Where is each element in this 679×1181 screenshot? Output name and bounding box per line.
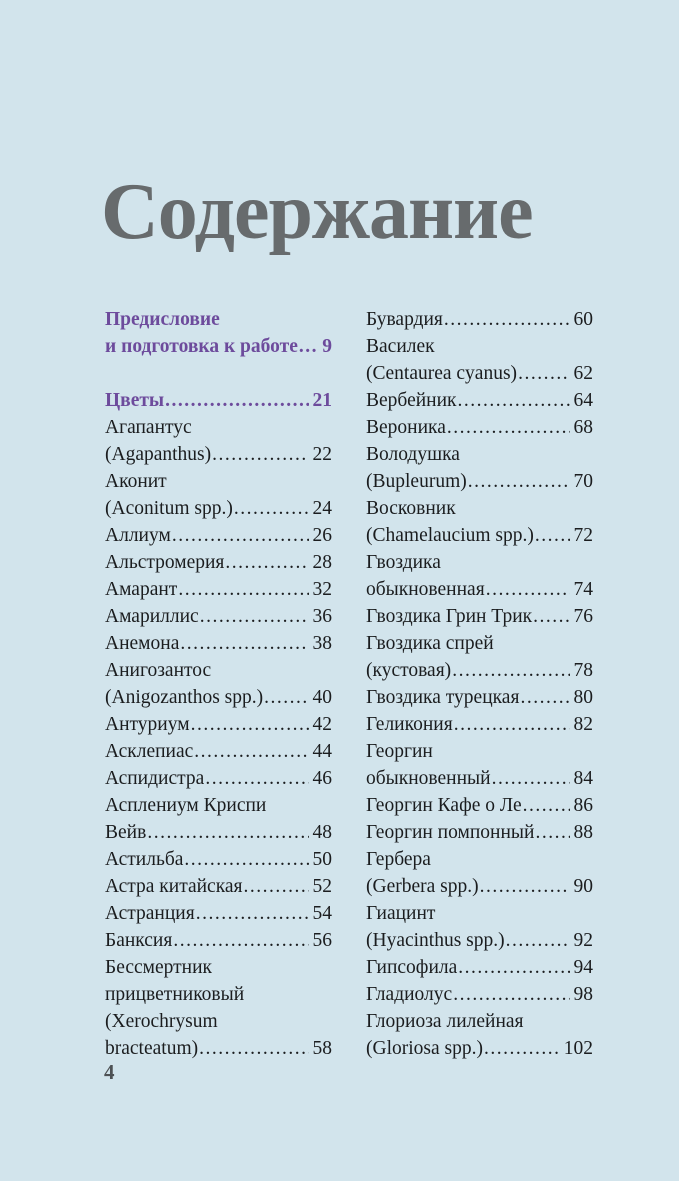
toc-entry — [105, 1035, 332, 1062]
toc-entry — [105, 468, 332, 495]
toc-entry-label: Цветы — [105, 390, 165, 411]
toc-entry-page: 28 — [312, 552, 332, 573]
toc-entry-label: Георгин — [366, 741, 433, 762]
dot-leader — [444, 306, 570, 333]
toc-entry — [366, 981, 593, 1008]
toc-entry-page: 36 — [312, 606, 332, 627]
toc-entry — [105, 549, 332, 576]
dot-leader — [184, 846, 308, 873]
toc-spacer-row — [105, 360, 332, 387]
toc-entry-label: Амарант — [105, 579, 178, 600]
toc-entry-page: 9 — [322, 336, 332, 357]
toc-entry-label: (Chamelaucium spp.) — [366, 525, 534, 546]
toc-entry-label: Асклепиас — [105, 741, 194, 762]
dot-leader — [147, 819, 308, 846]
toc-entry-page: 78 — [573, 660, 593, 681]
dot-leader — [299, 333, 318, 360]
toc-entry-label: Гербера — [366, 849, 431, 870]
toc-entry — [366, 765, 593, 792]
dot-leader — [196, 900, 309, 927]
dot-leader — [518, 360, 569, 387]
toc-entry-page: 80 — [573, 687, 593, 708]
toc-entry-label: прицветниковый — [105, 984, 245, 1005]
toc-entry-page: 42 — [312, 714, 332, 735]
toc-entry — [105, 306, 332, 333]
dot-leader — [172, 522, 309, 549]
toc-entry — [366, 549, 593, 576]
toc-entry — [105, 738, 332, 765]
toc-entry-page: 92 — [573, 930, 593, 951]
toc-entry — [366, 684, 593, 711]
toc-entry-label: Антуриум — [105, 714, 190, 735]
toc-entry — [366, 1035, 593, 1062]
toc-entry-label: Вербейник — [366, 390, 457, 411]
toc-entry — [366, 711, 593, 738]
toc-entry-page: 82 — [573, 714, 593, 735]
toc-entry-label: Георгин Кафе о Ле — [366, 795, 522, 816]
toc-entry-label: Гипсофила — [366, 957, 458, 978]
toc-entry — [105, 333, 332, 360]
toc-entry-label: Амариллис — [105, 606, 199, 627]
toc-entry-page: 52 — [312, 876, 332, 897]
toc-entry — [366, 495, 593, 522]
toc-entry-label: Альстромерия — [105, 552, 225, 573]
toc-entry — [366, 819, 593, 846]
toc-entry-label: Гладиолус — [366, 984, 453, 1005]
toc-entry-page: 62 — [573, 363, 593, 384]
toc-entry-label: Асплениум Криспи — [105, 795, 267, 816]
toc-entry — [105, 495, 332, 522]
toc-entry-page: 90 — [573, 876, 593, 897]
toc-entry-page: 50 — [312, 849, 332, 870]
toc-entry — [105, 981, 332, 1008]
toc-right-column — [366, 306, 593, 1062]
toc-entry — [366, 360, 593, 387]
toc-entry — [105, 927, 332, 954]
dot-leader — [506, 927, 570, 954]
dot-leader — [452, 657, 569, 684]
toc-entry-label: Предисловие — [105, 309, 220, 330]
toc-entry-label: Василек — [366, 336, 435, 357]
toc-entry-label: Агапантус — [105, 417, 192, 438]
toc-entry — [366, 441, 593, 468]
toc-entry-label: (Bupleurum) — [366, 471, 467, 492]
toc-entry-label: Анигозантос — [105, 660, 212, 681]
toc-entry — [366, 954, 593, 981]
toc-entry — [366, 468, 593, 495]
dot-leader — [454, 711, 570, 738]
toc-entry-label: обыкновенный — [366, 768, 491, 789]
toc-entry-label: Астранция — [105, 903, 195, 924]
toc-entry — [105, 954, 332, 981]
toc-entry — [366, 846, 593, 873]
toc-entry-label: Володушка — [366, 444, 460, 465]
toc-entry — [366, 333, 593, 360]
toc-entry-page: 98 — [573, 984, 593, 1005]
toc-entry-label: (Gloriosa spp.) — [366, 1038, 483, 1059]
toc-entry-page: 26 — [312, 525, 332, 546]
toc-entry — [366, 630, 593, 657]
toc-entry-page: 70 — [573, 471, 593, 492]
toc-entry — [366, 387, 593, 414]
toc-entry-label: Астильба — [105, 849, 184, 870]
toc-entry-page: 24 — [312, 498, 332, 519]
dot-leader — [264, 684, 308, 711]
dot-leader — [200, 603, 309, 630]
toc-entry-label: Гвоздика спрей — [366, 633, 494, 654]
toc-entry — [105, 576, 332, 603]
toc-entry-page: 72 — [573, 525, 593, 546]
dot-leader — [484, 1035, 560, 1062]
toc-entry-page: 46 — [312, 768, 332, 789]
toc-entry-page: 88 — [573, 822, 593, 843]
toc-entry-label: (Centaurea cyanus) — [366, 363, 518, 384]
toc-left-column — [105, 306, 332, 1062]
dot-leader — [535, 522, 570, 549]
dot-leader — [205, 765, 308, 792]
toc-entry-page: 48 — [312, 822, 332, 843]
toc-entry — [366, 792, 593, 819]
dot-leader — [212, 441, 308, 468]
toc-entry — [366, 873, 593, 900]
toc-entry-page: 64 — [573, 390, 593, 411]
toc-entry — [366, 306, 593, 333]
dot-leader — [523, 792, 570, 819]
toc-entry-label: Георгин помпонный — [366, 822, 535, 843]
dot-leader — [173, 927, 308, 954]
toc-entry — [105, 603, 332, 630]
toc-entry-label: обыкновенная — [366, 579, 485, 600]
toc-entry-page: 74 — [573, 579, 593, 600]
dot-leader — [458, 387, 570, 414]
toc-entry-label: Бувардия — [366, 309, 443, 330]
toc-entry-label: Аллиум — [105, 525, 171, 546]
toc-entry — [366, 657, 593, 684]
dot-leader — [486, 576, 570, 603]
dot-leader — [225, 549, 308, 576]
toc-entry — [105, 792, 332, 819]
toc-entry-page: 44 — [312, 741, 332, 762]
toc-entry-page: 54 — [312, 903, 332, 924]
toc-entry-page: 94 — [573, 957, 593, 978]
toc-entry — [366, 1008, 593, 1035]
toc-entry — [105, 765, 332, 792]
dot-leader — [447, 414, 570, 441]
toc-entry-label: Гвоздика Грин Трик — [366, 606, 533, 627]
toc-entry-label: Анемона — [105, 633, 180, 654]
toc-entry — [105, 873, 332, 900]
toc-entry-label: Гвоздика турецкая — [366, 687, 520, 708]
dot-leader — [194, 738, 308, 765]
dot-leader — [180, 630, 308, 657]
toc-entry-page: 38 — [312, 633, 332, 654]
dot-leader — [520, 684, 569, 711]
toc-entry-label: (Aconitum spp.) — [105, 498, 233, 519]
toc-entry — [105, 846, 332, 873]
toc-entry — [105, 900, 332, 927]
toc-entry — [105, 711, 332, 738]
dot-leader — [234, 495, 309, 522]
toc-entry-page: 102 — [563, 1038, 593, 1059]
dot-leader — [492, 765, 570, 792]
toc-entry — [366, 900, 593, 927]
toc-entry-label: Вейв — [105, 822, 147, 843]
toc-entry-label: Гиацинт — [366, 903, 436, 924]
toc-entry — [366, 603, 593, 630]
toc-entry-page: 68 — [573, 417, 593, 438]
dot-leader — [468, 468, 570, 495]
dot-leader — [244, 873, 309, 900]
toc-entry-label: Бессмертник — [105, 957, 213, 978]
toc-entry-page: 58 — [312, 1038, 332, 1059]
toc-entry — [366, 522, 593, 549]
toc-entry — [366, 414, 593, 441]
toc-entry-label: bracteatum) — [105, 1038, 199, 1059]
toc-entry-label: Гвоздика — [366, 552, 441, 573]
toc-entry-page: 32 — [312, 579, 332, 600]
dot-leader — [178, 576, 308, 603]
toc-entry-page: 21 — [312, 390, 332, 411]
toc-entry — [366, 927, 593, 954]
dot-leader — [458, 954, 569, 981]
toc-entry-label: Глориоза лилейная — [366, 1011, 524, 1032]
toc-entry — [105, 522, 332, 549]
toc-entry-page: 22 — [312, 444, 332, 465]
page-number: 4 — [104, 1060, 115, 1084]
toc-entry-label: Аконит — [105, 471, 167, 492]
toc-entry-label: Геликония — [366, 714, 453, 735]
toc-entry — [105, 414, 332, 441]
toc-entry-label: Банксия — [105, 930, 173, 951]
toc-entry-label: Аспидистра — [105, 768, 205, 789]
toc-entry-page: 56 — [312, 930, 332, 951]
toc-entry-label: Вероника — [366, 417, 446, 438]
toc-entry-label: и подготовка к работе — [105, 336, 298, 357]
dot-leader — [533, 603, 569, 630]
dot-leader — [199, 1035, 308, 1062]
dot-leader — [453, 981, 569, 1008]
toc-entry-page: 84 — [573, 768, 593, 789]
toc-entry-label: (Hyacinthus spp.) — [366, 930, 505, 951]
toc-entry-label: Восковник — [366, 498, 456, 519]
toc-entry-page: 76 — [573, 606, 593, 627]
toc-entry — [366, 738, 593, 765]
toc-entry — [105, 441, 332, 468]
toc-entry-page: 60 — [573, 309, 593, 330]
toc-entry-label: (Anigozanthos spp.) — [105, 687, 264, 708]
dot-leader — [480, 873, 570, 900]
toc-entry-label: (кустовая) — [366, 660, 452, 681]
dot-leader — [535, 819, 569, 846]
toc-entry-label: (Gerbera spp.) — [366, 876, 479, 897]
toc-entry-label: Астра китайская — [105, 876, 243, 897]
toc-entry-label: (Agapanthus) — [105, 444, 212, 465]
toc-entry-label: (Xerochrysum — [105, 1011, 218, 1032]
toc-entry — [105, 819, 332, 846]
toc-columns — [105, 306, 593, 1062]
dot-leader — [165, 387, 308, 414]
toc-entry — [366, 576, 593, 603]
toc-entry — [105, 630, 332, 657]
toc-entry — [105, 1008, 332, 1035]
toc-entry — [105, 387, 332, 414]
toc-entry-page: 86 — [573, 795, 593, 816]
page-title: Содержание — [101, 168, 533, 256]
toc-entry — [105, 657, 332, 684]
dot-leader — [191, 711, 309, 738]
toc-entry-page: 40 — [312, 687, 332, 708]
toc-entry — [105, 684, 332, 711]
